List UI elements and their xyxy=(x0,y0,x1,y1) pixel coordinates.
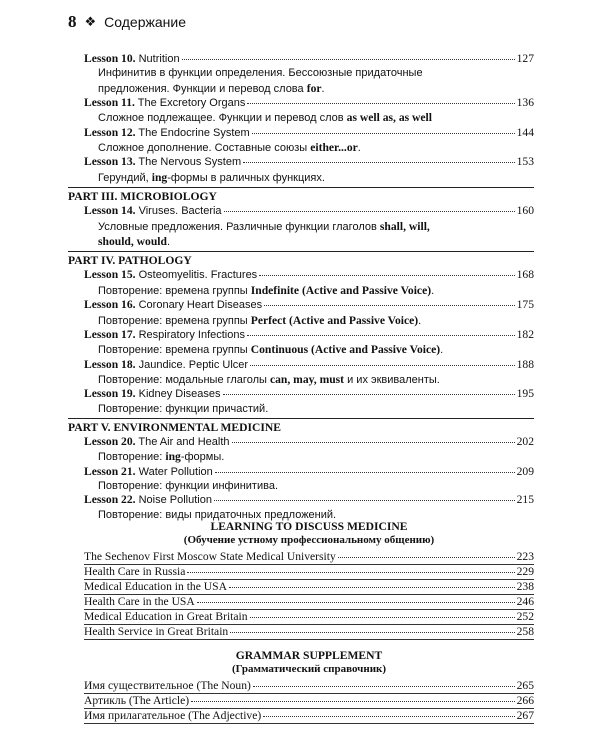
dot-leader xyxy=(250,617,515,618)
toc-entry xyxy=(84,387,534,401)
lesson-label xyxy=(84,435,230,449)
topic-text: -формы в раличных функциях. xyxy=(167,171,325,184)
dot-leader xyxy=(230,632,514,633)
page-number: 8 xyxy=(68,12,77,31)
table-of-contents xyxy=(68,52,534,522)
page-header xyxy=(68,12,186,33)
topic-text: Повторение: времена группы xyxy=(98,284,251,297)
page-title: Содержание xyxy=(104,13,186,30)
topic-text: Повторение: времена группы xyxy=(98,314,251,327)
topic-text: Инфинитив в функции определения. Бессоюзные придаточные xyxy=(98,67,423,80)
lesson-name: Nutrition xyxy=(135,53,180,65)
toc-entry xyxy=(84,465,534,479)
topic-text: Условные предложения. Различные функции глаголов xyxy=(98,220,380,233)
page-ref: 267 xyxy=(516,708,534,722)
page-ref: 252 xyxy=(516,610,534,624)
lesson-name: Kidney Diseases xyxy=(135,388,221,401)
lesson-number: Lesson 20. xyxy=(84,435,136,449)
lesson-number: Lesson 10. xyxy=(84,52,136,65)
dot-leader xyxy=(264,305,515,306)
lesson-name: The Endocrine System xyxy=(135,126,250,139)
topic-text: предложения. Функции и перевод слова xyxy=(98,82,307,95)
toc-entry xyxy=(84,155,534,169)
lesson-name: Osteomyelitis. Fractures xyxy=(135,269,258,282)
dot-leader xyxy=(243,162,515,163)
lesson-number: Lesson 19. xyxy=(84,387,136,401)
lesson-label xyxy=(84,126,250,140)
entry-label: The Sechenov First Moscow State Medical University xyxy=(84,549,336,563)
topic-keyword: Continuous (Active and Passive Voice) xyxy=(250,343,441,357)
grammar-title: GRAMMAR SUPPLEMENT xyxy=(235,649,383,662)
lesson-name: Viruses. Bacteria xyxy=(135,205,222,218)
topic-keyword: ing xyxy=(151,170,168,184)
topic-text: Повторение: функции причастий. xyxy=(98,402,269,415)
toc-entry xyxy=(84,625,534,640)
toc-entry xyxy=(84,96,534,110)
dot-leader xyxy=(197,602,515,603)
toc-entry xyxy=(84,580,534,595)
toc-entry xyxy=(84,709,534,724)
topic-text: . xyxy=(357,142,361,155)
dot-leader xyxy=(250,365,515,366)
page-ref: 160 xyxy=(516,204,534,218)
dot-leader xyxy=(223,394,515,395)
lesson-label xyxy=(84,387,221,401)
toc-entry xyxy=(84,565,534,580)
lesson-topic xyxy=(84,402,534,416)
page-ref: 127 xyxy=(516,52,534,65)
page-ref: 202 xyxy=(516,435,534,449)
lesson-name: The Air and Health xyxy=(135,436,230,449)
lesson-label xyxy=(84,96,245,110)
toc-entry xyxy=(84,358,534,372)
topic-text: Повторение: виды придаточных предложений. xyxy=(98,508,337,521)
lesson-number: Lesson 17. xyxy=(84,327,136,341)
page-ref: 258 xyxy=(516,625,534,639)
page-ref: 153 xyxy=(516,155,534,169)
dot-leader xyxy=(338,557,515,558)
lesson-topic xyxy=(84,234,534,249)
topic-keyword: should, would xyxy=(98,234,167,248)
lesson-name: Noise Pollution xyxy=(135,494,212,507)
lesson-number: Lesson 15. xyxy=(84,268,136,282)
discuss-section xyxy=(84,520,534,640)
entry-label: Medical Education in the USA xyxy=(84,579,227,593)
lesson-number: Lesson 12. xyxy=(84,125,136,139)
lesson-topic xyxy=(84,81,534,96)
topic-text: Повторение: xyxy=(98,451,166,464)
lesson-topic xyxy=(84,283,534,298)
page-ref: 175 xyxy=(516,298,534,312)
part-heading: PART III. MICROBIOLOGY xyxy=(68,187,534,204)
lesson-number: Lesson 14. xyxy=(84,204,136,218)
dot-leader xyxy=(187,572,514,573)
toc-entry xyxy=(84,493,534,507)
lesson-label xyxy=(84,493,212,507)
topic-text: Герундий, xyxy=(98,171,152,184)
topic-text: и их эквиваленты. xyxy=(344,373,440,386)
topic-text: Повторение: функции инфинитива. xyxy=(98,480,279,493)
entry-label: Имя существительное (The Noun) xyxy=(84,678,251,692)
topic-keyword: as well as, as well xyxy=(346,111,432,125)
topic-keyword: shall, will, xyxy=(379,219,430,233)
toc-entry xyxy=(84,204,534,218)
lesson-number: Lesson 13. xyxy=(84,155,136,169)
lesson-name: Coronary Heart Diseases xyxy=(135,299,263,312)
page-ref: 215 xyxy=(516,493,534,507)
lesson-topic xyxy=(84,140,534,155)
entry-label: Medical Education in Great Britain xyxy=(84,610,248,624)
entry-label: Health Care in the USA xyxy=(84,594,195,608)
lesson-topic xyxy=(84,313,534,328)
dot-leader xyxy=(247,103,514,104)
lesson-topic xyxy=(84,342,534,357)
toc-entry xyxy=(84,595,534,610)
page-ref: 209 xyxy=(516,464,534,478)
topic-text: Повторение: времена группы xyxy=(98,344,251,357)
topic-text: . xyxy=(431,284,435,297)
toc-entry xyxy=(84,610,534,625)
topic-text: Сложное подлежащее. Функции и перевод слов xyxy=(98,112,347,125)
lesson-label xyxy=(84,204,222,218)
page-ref: 136 xyxy=(516,96,534,109)
part-heading: PART IV. PATHOLOGY xyxy=(68,251,534,268)
lesson-label xyxy=(84,155,241,169)
toc-entry xyxy=(84,298,534,312)
topic-text: . xyxy=(418,314,422,327)
lesson-name: The Excretory Organs xyxy=(134,97,246,109)
lesson-label xyxy=(84,52,180,66)
dot-leader xyxy=(232,442,515,443)
lesson-topic xyxy=(84,66,534,80)
lesson-number: Lesson 16. xyxy=(84,298,136,312)
lesson-name: Jaundice. Peptic Ulcer xyxy=(135,358,249,371)
lesson-number: Lesson 21. xyxy=(84,464,136,478)
page-ref: 182 xyxy=(516,327,534,341)
lesson-number: Lesson 22. xyxy=(84,493,136,507)
lesson-name: Respiratory Infections xyxy=(135,328,245,341)
diamond-icon: ❖ xyxy=(84,14,97,30)
toc-entry xyxy=(84,694,534,709)
entry-label: Health Care in Russia xyxy=(84,564,186,578)
entry-label: Health Service in Great Britain xyxy=(84,625,229,639)
entry-label: Имя прилагательное (The Adjective) xyxy=(84,708,262,722)
topic-text: -формы. xyxy=(180,451,225,464)
topic-text: . xyxy=(440,344,444,357)
dot-leader xyxy=(224,211,515,212)
toc-entry xyxy=(84,126,534,140)
toc-entry xyxy=(84,435,534,449)
dot-leader xyxy=(259,275,514,276)
page-ref: 144 xyxy=(516,125,534,139)
lesson-label xyxy=(84,298,262,312)
dot-leader xyxy=(191,701,515,702)
page-ref: 229 xyxy=(516,564,534,578)
lesson-topic xyxy=(84,449,534,464)
topic-keyword: Indefinite (Active and Passive Voice) xyxy=(250,283,432,297)
topic-text: . xyxy=(321,82,325,95)
grammar-section xyxy=(84,649,534,724)
dot-leader xyxy=(247,335,515,336)
page-ref: 195 xyxy=(516,387,534,401)
lesson-name: Water Pollution xyxy=(135,465,213,478)
lesson-label xyxy=(84,328,245,342)
topic-keyword: for xyxy=(306,81,322,95)
dot-leader xyxy=(252,133,515,134)
entry-label: Артикль (The Article) xyxy=(84,693,190,707)
topic-keyword: either...or xyxy=(310,141,358,155)
topic-keyword: ing xyxy=(165,450,181,464)
dot-leader xyxy=(253,686,515,687)
lesson-number: Lesson 18. xyxy=(84,357,136,371)
discuss-subtitle: (Обучение устному профессиональному общению) xyxy=(183,534,435,547)
page-ref: 238 xyxy=(516,579,534,593)
grammar-subtitle: (Грамматический справочник) xyxy=(231,663,387,676)
discuss-title: LEARNING TO DISCUSS MEDICINE xyxy=(210,520,408,533)
topic-keyword: Perfect (Active and Passive Voice) xyxy=(250,313,419,327)
topic-text: Сложное дополнение. Составные союзы xyxy=(98,142,311,155)
lesson-topic xyxy=(84,372,534,387)
lesson-number: Lesson 11. xyxy=(84,96,135,109)
lesson-topic xyxy=(84,219,534,234)
page-ref: 188 xyxy=(516,357,534,371)
lesson-topic xyxy=(84,479,534,493)
page-ref: 266 xyxy=(516,693,534,707)
topic-keyword: can, may, must xyxy=(269,372,345,386)
toc-entry xyxy=(84,679,534,694)
dot-leader xyxy=(229,587,515,588)
lesson-topic xyxy=(84,110,534,125)
page-ref: 223 xyxy=(516,549,534,563)
dot-leader xyxy=(214,500,515,501)
lesson-topic xyxy=(84,170,534,185)
lesson-label xyxy=(84,268,257,282)
topic-text: . xyxy=(166,235,171,248)
toc-entry xyxy=(84,550,534,565)
topic-text: Повторение: модальные глаголы xyxy=(98,373,270,386)
lesson-name: The Nervous System xyxy=(135,156,242,169)
dot-leader xyxy=(182,59,515,60)
toc-entry xyxy=(84,52,534,66)
lesson-label xyxy=(84,465,213,479)
page-ref: 168 xyxy=(516,268,534,282)
page-ref: 265 xyxy=(516,678,534,692)
page-ref: 246 xyxy=(516,594,534,608)
dot-leader xyxy=(215,472,515,473)
dot-leader xyxy=(263,716,514,717)
lesson-label xyxy=(84,358,248,372)
toc-entry xyxy=(84,328,534,342)
toc-entry xyxy=(84,268,534,282)
part-heading: PART V. ENVIRONMENTAL MEDICINE xyxy=(68,418,534,435)
